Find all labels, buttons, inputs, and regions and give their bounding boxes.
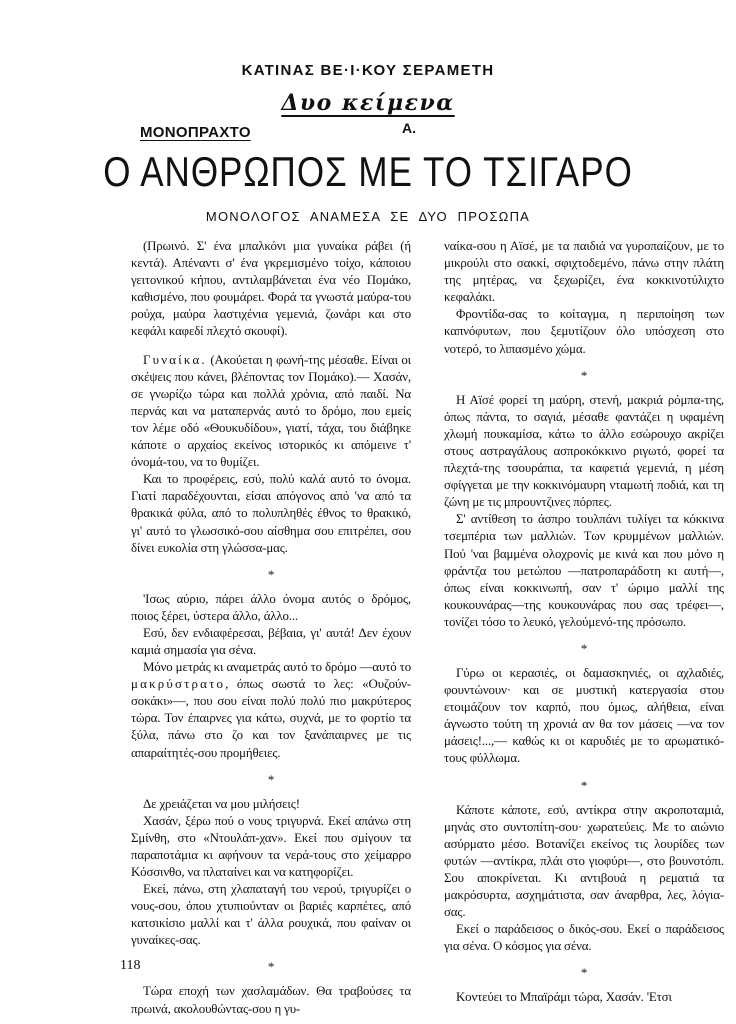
- paragraph: Φροντίδα-σας το κοίταγμα, η περιποίηση των καπνόφυτων, που ξεμυτίζουν όλο υπόσχεση στο νοτερό, το λιπασμένο χώμα.: [444, 307, 724, 356]
- part-label: Α.: [402, 120, 416, 136]
- paragraph-text: , όπως σωστά το λες: «Ουζούν-σοκάκι»—, που σου είναι πολύ πολύ πιο μακρύτερος τώρα. Τον έπαιρνες για κάτω, συχνά, με το φορτίο τα ξύλα, πάνω στο ζο και τον ξανάπαιρνες με τις απαραίτητές-σου προμήθειες.: [131, 677, 411, 760]
- right-column: [444, 238, 724, 1017]
- speaker-name: Γυναίκα.: [143, 352, 207, 367]
- stage-direction: (Πρωινό. Σ' ένα μπαλκόνι μια γυναίκα ράβει (ή κεντά). Απέναντι σ' ένα γκρεμισμένο τοίχο, κάποιου γειτονικού κήπου, αντιλαμβάνεται ένα νέο Πομάκο, καθισμένο, που φουμάρει. Φορά τα γνωστά μαύρα-του ρούχα, μαύρα λαστιχένια γεμενιά, ζωνάρι και στο κεφάλι καφεδί πλεχτό σκουφί).: [131, 239, 411, 339]
- subtitle: ΜΟΝΟΛΟΓΟΣ ΑΝΑΜΕΣΑ ΣΕ ΔΥΟ ΠΡΟΣΩΠΑ: [205, 209, 531, 224]
- paragraph: [131, 659, 411, 762]
- paragraph: Κάποτε κάποτε, εσύ, αντίκρα στην ακροποταμιά, μηνάς στο συντοπίτη-σου· χωρατεύεις. Με το αιώνιο ασύρματο μέσο. Βοτανίζει εκείνος τις λουρίδες των φυτών —αντίκρα, πλάι στο γιοφύρι—, στο βουνοτόπι. Σου αποκρίνεται. Κι αντιβουά η ρεματιά τα μακρόσυρτα, ασχημάτιστα, σαν άναρθρα, λες, λόγια-σας.: [444, 802, 724, 920]
- section-separator: *: [267, 959, 275, 975]
- section-separator: *: [580, 640, 588, 656]
- section-separator: *: [267, 566, 275, 582]
- paragraph: Δε χρειάζεται να μου μιλήσεις!: [143, 796, 300, 811]
- spaced-word: μακρύστρατο: [131, 677, 226, 692]
- paragraph: Εσύ, δεν ενδιαφέρεσαι, βέβαια, γι' αυτά! Δεν έχουν καμιά σημασία για σένα.: [131, 625, 411, 657]
- paragraph: Τώρα εποχή των χασλαμάδων. Θα τραβούσες τα πρωινά, ακολουθώντας-σου η γυ-: [131, 984, 411, 1016]
- author-name: ΚΑΤΙΝΑΣ ΒΕ·Ι·ΚΟΥ ΣΕΡΑΜΕΤΗ: [241, 62, 495, 79]
- left-column: [131, 238, 411, 1024]
- paragraph-text: Μόνο μετράς κι αναμετράς αυτό το δρόμο —αυτό το: [143, 660, 411, 675]
- paragraph: Η Αϊσέ φορεί τη μαύρη, στενή, μακριά ρόμπα-της, όπως πάντα, το σαγιά, μέσαθε φαντάζει η υφαμένη χλωμή πουκαμίσα, κάτω το άλλο εσώρουχο ακρίζει στους αστραγάλους ασπροκόκκινο ριγωτό, φορεί τα πλεχτά-της τσουράπια, τα καφετιά γεμενιά, η μέση σφίγγεται με την κοκκινόμαυρη νταμωτή ποδιά, και τη ζώνη με τις μπρουντζινες πόρπες.: [444, 392, 724, 510]
- section-separator: *: [580, 965, 588, 981]
- paragraph: Γύρω οι κερασιές, οι δαμασκηνιές, οι αχλαδιές, φουντώνουν· και σε μυστική κατεργασία στου ετοιμάζουν τον καρπό, που όμως, αλήθεια, είναι άγνωστο τούτη τη χρονιά αν θα τον μάσεις —να τον μάσεις!...,— καθώς κι οι καρυδιές με το αρωματικό-τους φύλλωμα.: [444, 665, 724, 766]
- main-title: Ο ΑΝΘΡΩΠΟΣ ΜΕ ΤΟ ΤΣΙΓΑΡΟ: [103, 149, 633, 196]
- paragraph-text: (Ακούεται η φωνή-της μέσαθε. Είναι οι σκέψεις που κάνει, βλέποντας τον Πομάκο).— Χασάν, σε γνωρίζω τώρα και πολλά χρόνια, από παιδί. Να περνάς και να ματαπερνάς αυτό το δρόμο, που εμείς τον λέμε οδό «Θουκυδίδου», γιατί, τάχα, του διάβηκε κάποτε ο αρχαίος εκείνος ιστορικός κι απόμεινε τ' όνομά-του, να το θυμίζει.: [131, 352, 411, 470]
- paragraph: Και το προφέρεις, εσύ, πολύ καλά αυτό το όνομα. Γιατί παραδέχουνται, είσαι απόγονος από 'να από τα θρακικά φύλα, από το πολυπληθές έθνος το θρακικό, γι' αυτό το γλωσσικό-σου αίσθημα σου επιτρέπει, σου δίνει ευκολία στη γλώσσα-μας.: [131, 472, 411, 555]
- section-separator: *: [267, 771, 275, 787]
- paragraph: Εκεί, πάνω, στη χλαπαταγή του νερού, τριγυρίζει ο νους-σου, όπου χτυπιούνταν οι βαριές καρπέτες, από κατσικίσιο μαλλί και τ' άλλα ρουχικά, που φαίναν οι γυναίκες-σας.: [131, 882, 411, 948]
- paragraph: Εκεί ο παράδεισος ο δικός-σου. Εκεί ο παράδεισος για σένα. Ο κόσμος για σένα.: [444, 922, 724, 954]
- paragraph: Χασάν, ξέρω πού ο νους τριγυρνά. Εκεί απάνω στη Σμίνθη, στο «Ντουλάπ-χαν». Εκεί που σμίγουν τα παραποτάμια κι αφήνουν τα νερά-τους στο χείμαρρο Κόσσινθο, να πλαταίνει και να κατηφορίζει.: [131, 813, 411, 879]
- genre-label: ΜΟΝΟΠΡΑΧΤΟ: [140, 124, 251, 141]
- paragraph: ναίκα-σου η Αϊσέ, με τα παιδιά να γυροπαίζουν, με το μικρούλι στο σακκί, σφιχτοδεμένο, πάνω στην πλάτη της μητέρας, να ξεχωρίζει, ένα κοκκινοτύλιχτο κεφαλάκι.: [444, 239, 724, 305]
- section-separator: *: [580, 777, 588, 793]
- paragraph: [131, 352, 411, 472]
- work-title-text: Δυο κείμενα: [281, 90, 455, 116]
- page-number: 118: [120, 958, 141, 973]
- section-separator: *: [580, 367, 588, 383]
- work-title: [0, 90, 736, 116]
- paragraph: 'Ισως αύριο, πάρει άλλο όνομα αυτός ο δρόμος, ποιος ξέρει, ύστερα άλλο, άλλο...: [131, 591, 411, 623]
- paragraph: Σ' αντίθεση το άσπρο τουλπάνι τυλίγει τα κόκκινα τσεμπέρια των μαλλιών. Των κρυμμένων μαλλιών. Πού 'ναι βαμμένα ολοχρονίς με κινά και που μόνο η φράντζα του μετώπου —πατροπαράδοτη κι αυτή—, όπως είναι κοκκινωπή, σαν τ' ώριμο μαλλί της κουκουνάρας—της κουκουνάρας που σας τρέφει—, τονίζει τόσο το λευκό, γελούμενό-της πρόσωπο.: [444, 512, 724, 629]
- paragraph: Κοντεύει το Μπαϊράμι τώρα, Χασάν. 'Ετσι: [456, 990, 672, 1005]
